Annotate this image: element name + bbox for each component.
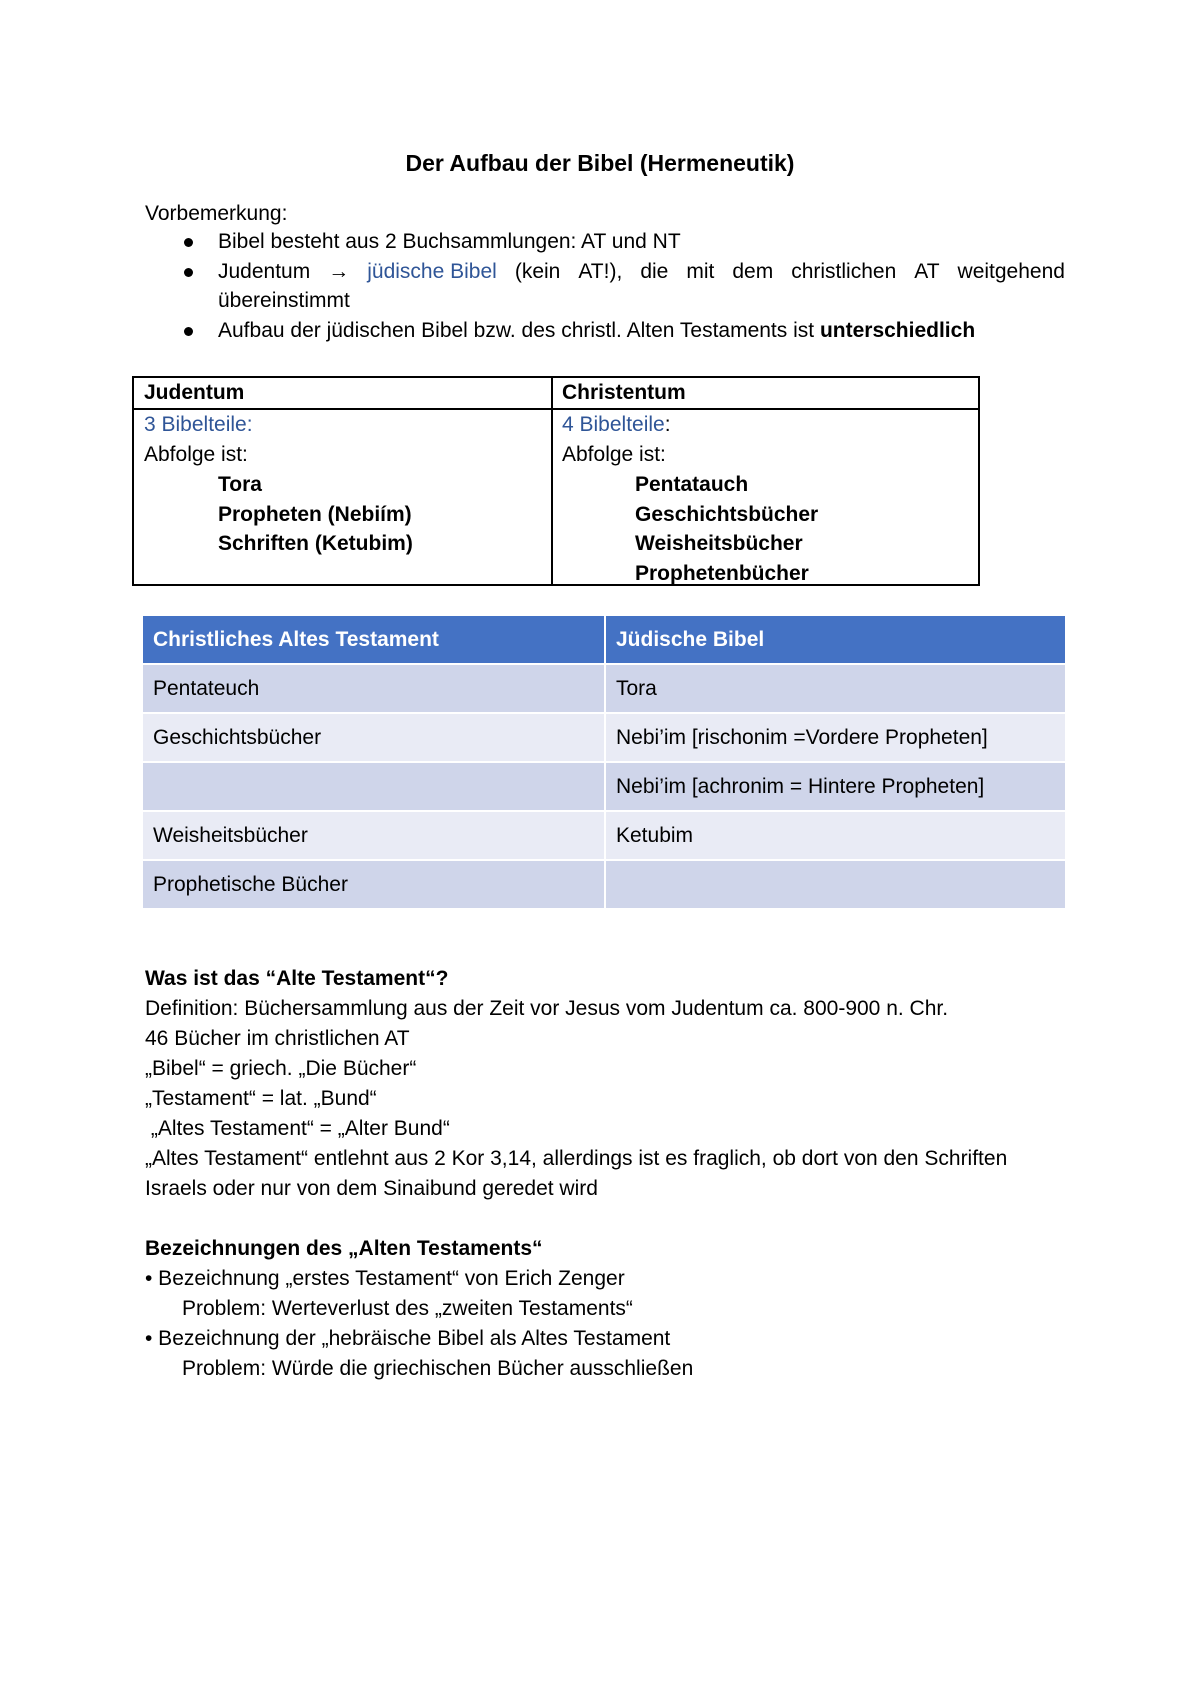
bullet2-word: die [640,260,669,283]
at-section-line: Definition: Büchersammlung aus der Zeit vor Jesus vom Judentum ca. 800-900 n. Chr. [145,997,949,1020]
table2-header-cell: Jüdische Bibel [605,616,1066,664]
at-section-line: „Testament“ = lat. „Bund“ [145,1087,377,1110]
juedische-bibel-highlight: jüdische Bibel [367,260,497,283]
bullet2-word: christlichen [791,260,897,283]
table-row [143,860,1066,909]
page-title: Der Aufbau der Bibel (Hermeneutik) [405,150,795,176]
table1-judentum-item: Schriften (Ketubim) [218,532,413,555]
table1-christentum-item: Prophetenbücher [635,562,809,585]
bullet2-word: AT!), [578,260,623,283]
table-row [143,713,1066,762]
at-section-heading: Was ist das “Alte Testament“? [145,967,449,990]
table2-cell: Nebi’im [rischonim =Vordere Propheten] [605,713,1066,762]
bullet-text-2 [218,257,1065,287]
bullet-dot-icon [184,238,193,247]
table1-judentum-item: Tora [218,473,262,496]
table1-judentum-item: Propheten (Nebiím) [218,503,412,526]
arrow-icon: → [328,260,350,283]
table-row [143,762,1066,811]
christentum-count-colon: : [664,413,671,436]
table2-cell: Nebi’im [achronim = Hintere Propheten] [605,762,1066,811]
bullet2-word: (kein [514,260,561,283]
bullet-text-2-continuation: übereinstimmt [218,289,350,312]
comparison-table-2 [143,616,1066,910]
names-bullet-1-problem: Problem: Werteverlust des „zweiten Testaments“ [182,1297,633,1320]
bullet-text-1: Bibel besteht aus 2 Buchsammlungen: AT und NT [218,230,681,253]
bullet-text-3 [218,316,975,346]
christentum-count-text: 4 Bibelteile [562,413,665,436]
table2-cell: Ketubim [605,811,1066,860]
table1-header-divider [134,408,978,410]
table2 [143,616,1067,910]
at-section-line: „Altes Testament“ entlehnt aus 2 Kor 3,14, allerdings ist es fraglich, ob dort von den Schriften [145,1147,1008,1170]
names-bullet-2: • Bezeichnung der „hebräische Bibel als Altes Testament [145,1327,671,1350]
table2-cell: Pentateuch [143,664,605,713]
vorbemerkung-heading: Vorbemerkung: [145,202,288,225]
bullet3-text: Aufbau der jüdischen Bibel bzw. des christl. Alten Testaments ist [218,319,820,342]
bullet2-word: dem [732,260,774,283]
table2-cell [143,762,605,811]
at-section-line: „Altes Testament“ = „Alter Bund“ [145,1117,450,1140]
table2-header-row [143,616,1066,664]
names-bullet-1: • Bezeichnung „erstes Testament“ von Erich Zenger [145,1267,625,1290]
names-bullet-2-problem: Problem: Würde die griechischen Bücher ausschließen [182,1357,694,1380]
table2-header-cell: Christliches Altes Testament [143,616,605,664]
table2-cell: Weisheitsbücher [143,811,605,860]
bullet-dot-icon [184,327,193,336]
table1-christentum-item: Geschichtsbücher [635,503,819,526]
table1-christentum-item: Pentatauch [635,473,749,496]
comparison-table-1 [132,376,980,586]
bullet2-word: weitgehend [957,260,1065,283]
names-section-heading: Bezeichnungen des „Alten Testaments“ [145,1237,543,1260]
table1-judentum-order-label: Abfolge ist: [144,443,248,466]
table1-judentum-count: 3 Bibelteile: [144,413,253,436]
bullet-dot-icon [184,268,193,277]
at-section-line: „Bibel“ = griech. „Die Bücher“ [145,1057,417,1080]
table2-cell [605,860,1066,909]
table1-christentum-order-label: Abfolge ist: [562,443,666,466]
table1-christentum-item: Weisheitsbücher [635,532,803,555]
table-row [143,811,1066,860]
table1-christentum-count [562,410,671,440]
bullet2-word: mit [686,260,715,283]
table-row [143,664,1066,713]
table2-cell: Tora [605,664,1066,713]
bullet2-word: Judentum [218,260,311,283]
table2-cell: Geschichtsbücher [143,713,605,762]
bullet2-word: AT [914,260,940,283]
at-section-line: 46 Bücher im christlichen AT [145,1027,410,1050]
table1-header-judentum: Judentum [144,381,245,404]
bullet3-bold: unterschiedlich [819,319,976,342]
at-section-line: Israels oder nur von dem Sinaibund geredet wird [145,1177,598,1200]
table2-cell: Prophetische Bücher [143,860,605,909]
table1-header-christentum: Christentum [562,381,686,404]
